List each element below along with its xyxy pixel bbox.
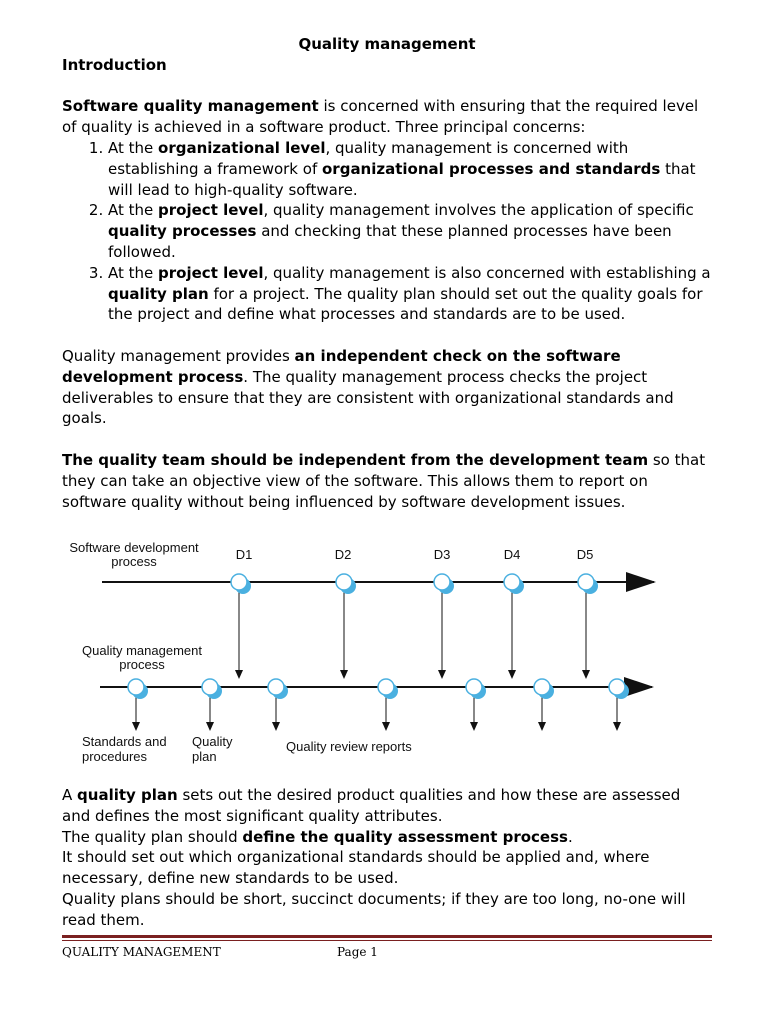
qm-node (534, 679, 554, 699)
deliverable-label: D4 (503, 547, 521, 562)
qm-node (268, 679, 288, 699)
paragraph-intro: Software quality management is concerned with ensuring that the required level of quality is achieved in a software product. Three principal concerns: (62, 97, 699, 137)
plan-label: plan (192, 749, 217, 764)
plan-label: Quality (192, 734, 233, 749)
footer-rule (62, 940, 712, 941)
footer-title: QUALITY MANAGEMENT (62, 945, 221, 959)
deliverable-label: D5 (576, 547, 594, 562)
dev-node (434, 574, 454, 594)
dev-process-label: process (111, 554, 157, 569)
dev-process-label: Software development (69, 540, 199, 555)
section-heading: Introduction (62, 55, 167, 74)
standards-label: Standards and (82, 734, 167, 749)
deliverable-label: D2 (334, 547, 352, 562)
qm-node (466, 679, 486, 699)
paragraph-assessment: The quality plan should define the quality assessment process. (62, 827, 573, 846)
paragraph-short-plans: Quality plans should be short, succinct documents; if they are too long, no-one will read them. (62, 889, 686, 929)
paragraph-quality-plan: A quality plan sets out the desired product qualities and how these are assessed and defines the most significant quality attributes. (62, 786, 681, 825)
page-number: Page 1 (337, 945, 378, 959)
deliverable-label: D1 (235, 547, 253, 562)
qm-node (609, 679, 629, 699)
list-item: 2. At the project level, quality management involves the application of specific quality processes and checking that these planned processes have been followed. (108, 200, 712, 262)
page-title: Quality management (298, 35, 476, 53)
main-text (62, 34, 712, 512)
paragraph-independent-check: Quality management provides an independent check on the software development process. The quality management process checks the project deliverables to ensure that they are consistent with organizational standards and goals. (62, 346, 674, 428)
standards-label: procedures (82, 749, 148, 764)
dev-node (231, 574, 251, 594)
concerns-list (62, 138, 712, 325)
paragraph-standards: It should set out which organizational standards should be applied and, where necessary, define new standards to be used. (62, 848, 650, 888)
footer-rule (62, 935, 712, 938)
reports-label: Quality review reports (286, 739, 412, 754)
dev-node (578, 574, 598, 594)
dev-node (336, 574, 356, 594)
qm-node (378, 679, 398, 699)
deliverable-label: D3 (433, 547, 451, 562)
dev-node (504, 574, 524, 594)
paragraph-quality-team: The quality team should be independent from the development team so that they can take an objective view of the software. This allows them to report on software quality without being influenced by software development issues. (62, 450, 706, 511)
qm-process-label: process (119, 657, 165, 672)
list-item: 1. At the organizational level, quality management is concerned with establishing a framework of organizational processes and standards that will lead to high-quality software. (108, 138, 712, 200)
qm-node (202, 679, 222, 699)
qm-node (128, 679, 148, 699)
quality-process-diagram (62, 530, 712, 780)
list-item: 3. At the project level, quality management is also concerned with establishing a quality plan for a project. The quality plan should set out the quality goals for the project and define what processes and standards are to be used. (108, 263, 712, 325)
qm-process-label: Quality management (82, 643, 202, 658)
lower-text (62, 785, 712, 931)
